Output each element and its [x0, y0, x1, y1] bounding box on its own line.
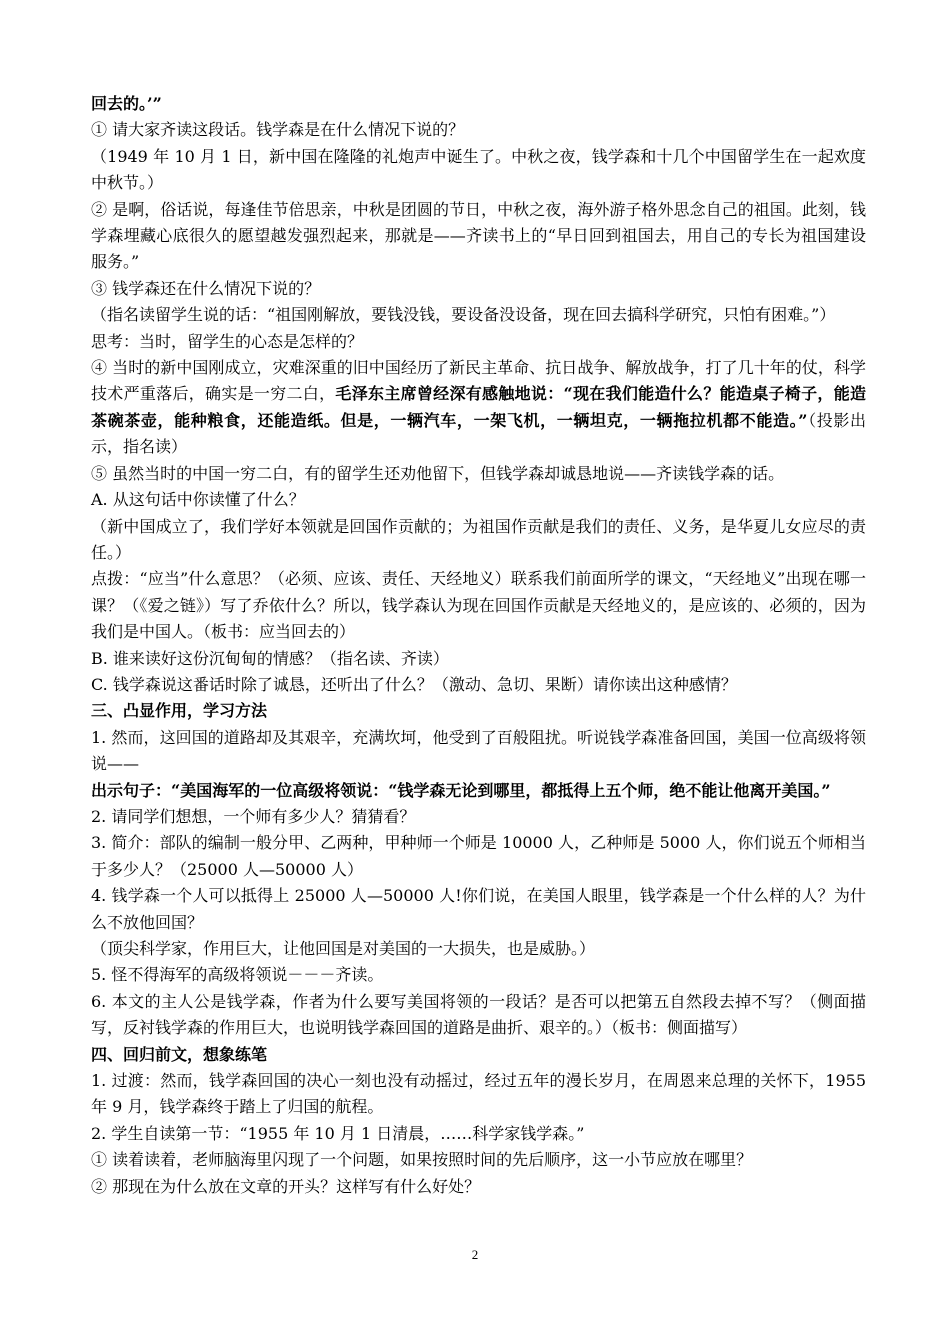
paragraph: 4. 钱学森一个人可以抵得上 25000 人—50000 人!你们说，在美国人眼里，钱学森是一个什么样的人？为什么不放他回国？: [91, 886, 866, 932]
paragraph: C. 钱学森说这番话时除了诚恳，还听出了什么？（激动、急切、果断）请你读出这种感情？: [91, 674, 737, 694]
paragraph: ⑤ 虽然当时的中国一穷二白，有的留学生还劝他留下，但钱学森却诚恳地说——齐读钱学森的话。: [91, 463, 785, 483]
paragraph: ③ 钱学森还在什么情况下说的？: [91, 278, 321, 298]
page-number: 2: [471, 1247, 479, 1262]
paragraph: ② 是啊，俗话说，每逢佳节倍思亲，中秋是团圆的节日，中秋之夜，海外游子格外思念自己的祖国。此刻，钱学森埋藏心底很久的愿望越发强烈起来，那就是——齐读书上的“早日回到祖国去，用自己的专长为祖国建设服务。”: [91, 199, 866, 272]
paragraph: （顶尖科学家，作用巨大，让他回国是对美国的一大损失，也是威胁。）: [91, 939, 596, 958]
paragraph: 6. 本文的主人公是钱学森，作者为什么要写美国将领的一段话？是否可以把第五自然段去掉不写？（侧面描写，反衬钱学森的作用巨大，也说明钱学森回国的道路是曲折、艰辛的。）（板书：侧面描写）: [91, 991, 866, 1038]
paragraph: ② 那现在为什么放在文章的开头？这样写有什么好处？: [91, 1176, 481, 1196]
section-heading: 三、凸显作用，学习方法: [91, 701, 268, 721]
paragraph: [91, 355, 866, 461]
paragraph: B. 谁来读好这份沉甸甸的情感？（指名读、齐读）: [91, 648, 449, 668]
section-heading: 四、回归前文，想象练笔: [91, 1044, 268, 1064]
paragraph: （新中国成立了，我们学好本领就是回国作贡献的；为祖国作贡献是我们的责任、义务，是华夏儿女应尽的责任。）: [91, 516, 866, 562]
paragraph: 思考：当时，留学生的心态是怎样的？: [91, 331, 364, 351]
paragraph: （1949 年 10 月 1 日，新中国在隆隆的礼炮声中诞生了。中秋之夜，钱学森和十几个中国留学生在一起欢度中秋节。）: [91, 146, 866, 193]
paragraph: （指名读留学生说的话：“祖国刚解放，要钱没钱，要设备没设备，现在回去搞科学研究，只怕有困难。”）: [91, 305, 836, 325]
paragraph: ① 请大家齐读这段话。钱学森是在什么情况下说的？: [91, 120, 465, 140]
text-span: ④ 当时的新中国刚成立，灾难深重的旧中国经历了新民主革命、抗日战争、解放战争，打了几十年的仗，科学技术严重落后，确实是一穷二白，: [91, 358, 866, 404]
paragraph: A. 从这句话中你读懂了什么？: [91, 490, 305, 510]
paragraph: 1. 过渡：然而，钱学森回国的决心一刻也没有动摇过，经过五年的漫长岁月，在周恩来总理的关怀下，1955 年 9 月，钱学森终于踏上了归国的航程。: [91, 1071, 866, 1117]
bold-quote: 毛泽东主席曾经深有感触地说：“现在我们能造什么？能造桌子椅子，能造茶碗茶壶，能种粮食，还能造纸。但是，一辆汽车，一架飞机，一辆坦克，一辆拖拉机都不能造。”: [91, 384, 866, 430]
paragraph: 2. 请同学们想想，一个师有多少人？猜猜看？: [91, 806, 416, 826]
paragraph: 回去的。’”: [91, 94, 162, 113]
paragraph: 1. 然而，这回国的道路却及其艰辛，充满坎坷，他受到了百般阻扰。听说钱学森准备回国，美国一位高级将领说——: [91, 727, 866, 774]
paragraph: 2. 学生自读第一节：“1955 年 10 月 1 日清晨，……科学家钱学森。”: [91, 1123, 585, 1143]
paragraph: 3. 简介：部队的编制一般分甲、乙两种，甲种师一个师是 10000 人，乙种师是 5000 人，你们说五个师相当于多少人？（25000 人—50000 人）: [91, 833, 866, 879]
paragraph: ① 读着读着，老师脑海里闪现了一个问题，如果按照时间的先后顺序，这一小节应放在哪里？: [91, 1150, 753, 1170]
paragraph: 点拨：“应当”什么意思？（必须、应该、责任、天经地义）联系我们前面所学的课文，“天经地义”出现在哪一课？（《爱之链》）写了乔依什么？所以，钱学森认为现在回国作贡献是天经地义的，是应该的、必须的，因为我们是中国人。（板书：应当回去的）: [91, 569, 866, 642]
text-span: （投影出示，指名读）: [91, 410, 866, 457]
page-content: [91, 91, 866, 1200]
bold-sentence: 出示句子：“美国海军的一位高级将领说：“钱学森无论到哪里，都抵得上五个师，绝不能让他离开美国。”: [91, 780, 831, 800]
paragraph: 5. 怪不得海军的高级将领说－－－齐读。: [91, 965, 384, 985]
